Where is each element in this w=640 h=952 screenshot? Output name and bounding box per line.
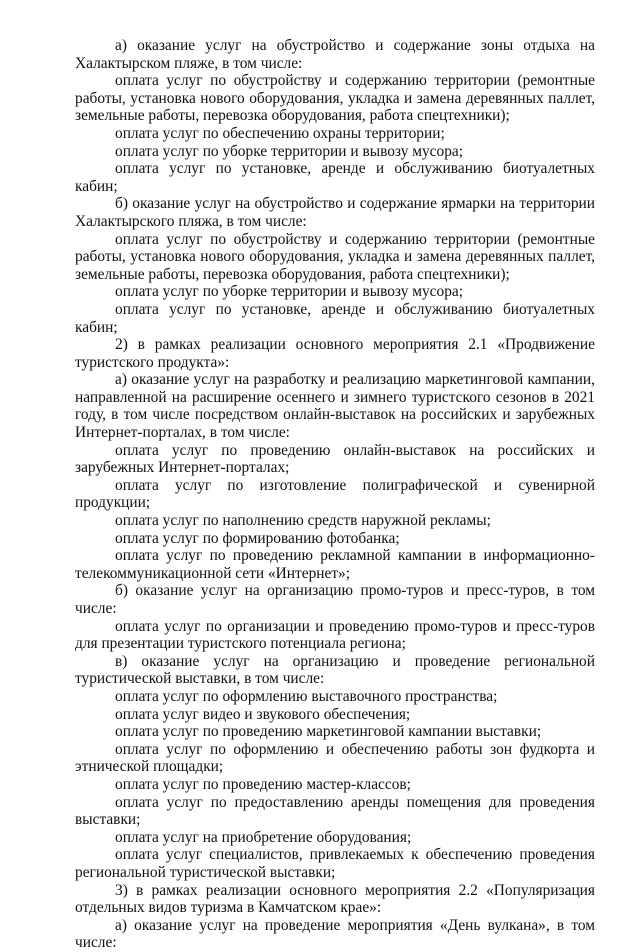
paragraph: оплата услуг по организации и проведению промо-туров и пресс-туров для презентации туристского потенциала региона; [75,617,595,653]
paragraph: оплата услуг по уборке территории и вывозу мусора; [115,142,463,160]
paragraph: оплата услуг по изготовление полиграфической и сувенирной продукции; [75,476,595,512]
paragraph: оплата услуг по предоставлению аренды помещения для проведения выставки; [75,793,595,829]
paragraph: оплата услуг по проведению онлайн-выставок на российских и зарубежных Интернет-порталах; [75,441,595,477]
paragraph: б) оказание услуг на обустройство и содержание ярмарки на территории Халактырского пляжа, в том числе: [75,195,595,230]
paragraph: оплата услуг по оформлению выставочного пространства; [115,687,498,705]
paragraph: б) оказание услуг на организацию промо-туров и пресс-туров, в том числе: [75,582,595,617]
paragraph: оплата услуг по обустройству и содержанию территории (ремонтные работы, установка нового оборудования, укладка и замена деревянных паллет, земельные работы, перевозка оборудования, работа спецтехники); [75,230,595,283]
paragraph: оплата услуг по проведению маркетинговой кампании выставки; [115,723,542,741]
paragraph: оплата услуг по установке, аренде и обслуживанию биотуалетных кабин; [75,160,595,195]
paragraph: а) оказание услуг на разработку и реализацию маркетинговой кампании, направленной на расширение осеннего и зимнего туристского сезонов в 2021 году, в том числе посредством онлайн-выставок на российских и зарубежных Интернет-порталах, в том числе: [75,371,595,442]
paragraph: оплата услуг видео и звукового обеспечения; [115,705,411,723]
paragraph: оплата услуг по наполнению средств наружной рекламы; [115,512,491,530]
paragraph: оплата услуг по уборке территории и вывозу мусора; [115,283,463,301]
paragraph: 2) в рамках реализации основного мероприятия 2.1 «Продвижение туристского продукта»: [75,336,595,371]
paragraph: оплата услуг по установке, аренде и обслуживанию биотуалетных кабин; [75,300,595,336]
paragraph: оплата услуг по обеспечению охраны территории; [115,124,445,142]
paragraph: оплата услуг по оформлению и обеспечению работы зон фудкорта и этнической площадки; [75,740,595,776]
paragraph: а) оказание услуг на обустройство и содержание зоны отдыха на Халактырском пляже, в том числе: [75,37,595,72]
paragraph: оплата услуг специалистов, привлекаемых к обеспечению проведения региональной туристической выставки; [75,846,595,881]
paragraph: оплата услуг по формированию фотобанка; [115,529,400,547]
document-page [75,37,595,952]
paragraph: 3) в рамках реализации основного мероприятия 2.2 «Популяризация отдельных видов туризма в Камчатском крае»: [75,881,595,917]
paragraph: оплата услуг по проведению мастер-классов; [115,775,411,793]
paragraph: в) оказание услуг на организацию и проведение региональной туристической выставки, в том числе: [75,652,595,688]
paragraph: а) оказание услуг на проведение мероприятия «День вулкана», в том числе: [75,916,595,952]
paragraph: оплата услуг на приобретение оборудования; [115,828,412,846]
paragraph: оплата услуг по обустройству и содержанию территории (ремонтные работы, установка нового оборудования, укладка и замена деревянных паллет, земельные работы, перевозка оборудования, работа спецтехники); [75,72,595,125]
paragraph: оплата услуг по проведению рекламной кампании в информационно-телекоммуникационной сети «Интернет»; [75,547,595,582]
